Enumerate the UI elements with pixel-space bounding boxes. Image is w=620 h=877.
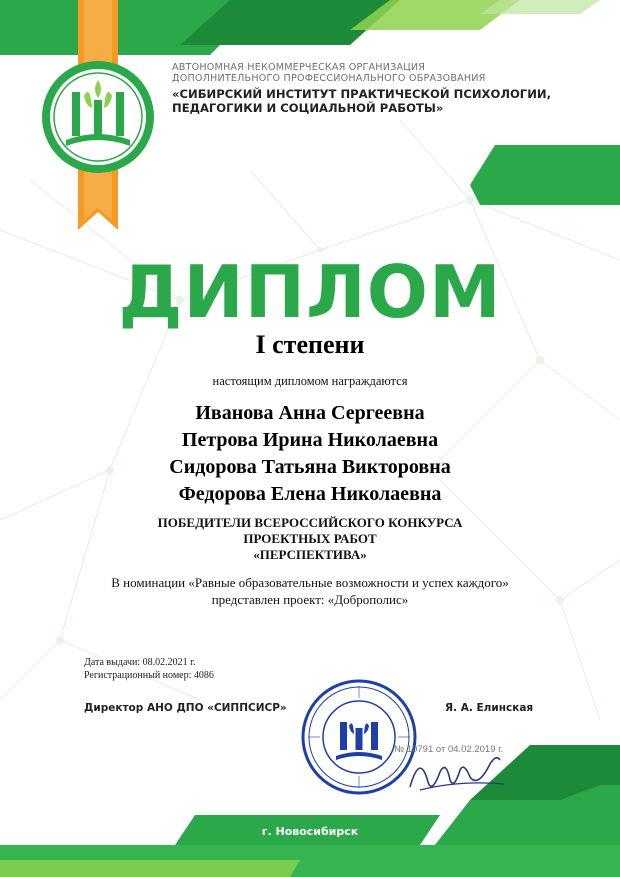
director-label: Директор АНО ДПО «СИППСИСР» bbox=[84, 702, 287, 714]
diploma-degree: I степени bbox=[255, 330, 365, 359]
issue-date: Дата выдачи: 08.02.2021 г. bbox=[84, 657, 196, 668]
director-name: Я. А. Елинская bbox=[445, 702, 534, 714]
contest-line-2: ПРОЕКТНЫХ РАБОТ bbox=[243, 531, 377, 546]
contest-line-1: ПОБЕДИТЕЛИ ВСЕРОССИЙСКОГО КОНКУРСА bbox=[157, 515, 463, 530]
recipients-list bbox=[0, 400, 620, 508]
recipient-name: Сидорова Татьяна Викторовна bbox=[169, 456, 451, 478]
contest-line-3: «ПЕРСПЕКТИВА» bbox=[253, 547, 367, 562]
nomination-line-2: представлен проект: «Доброполис» bbox=[211, 592, 409, 607]
org-name-line-2: ПЕДАГОГИКИ И СОЦИАЛЬНОЙ РАБОТЫ» bbox=[172, 101, 444, 115]
institute-logo bbox=[28, 0, 168, 240]
license-number: № 10791 от 04.02.2019 г. bbox=[394, 744, 504, 755]
diploma-title: ДИПЛОМ bbox=[118, 250, 502, 334]
registration-number: Регистрационный номер: 4086 bbox=[84, 670, 214, 681]
recipient-name: Иванова Анна Сергеевна bbox=[195, 402, 425, 424]
nomination-line-1: В номинации «Равные образовательные возможности и успех каждого» bbox=[111, 575, 509, 590]
award-intro: настоящим дипломом награждаются bbox=[212, 374, 408, 388]
city-name: г. Новосибирск bbox=[261, 825, 359, 838]
recipient-name: Федорова Елена Николаевна bbox=[178, 483, 442, 505]
org-type-line-1: АВТОНОМНАЯ НЕКОММЕРЧЕСКАЯ ОРГАНИЗАЦИЯ bbox=[172, 62, 426, 73]
nomination-text bbox=[0, 574, 620, 608]
contest-title bbox=[0, 515, 620, 563]
org-name-line-1: «СИБИРСКИЙ ИНСТИТУТ ПРАКТИЧЕСКОЙ ПСИХОЛОГИИ, bbox=[172, 87, 552, 101]
recipient-name: Петрова Ирина Николаевна bbox=[181, 429, 439, 451]
org-type-line-2: ДОПОЛНИТЕЛЬНОГО ПРОФЕССИОНАЛЬНОГО ОБРАЗОВАНИЯ bbox=[172, 73, 486, 84]
